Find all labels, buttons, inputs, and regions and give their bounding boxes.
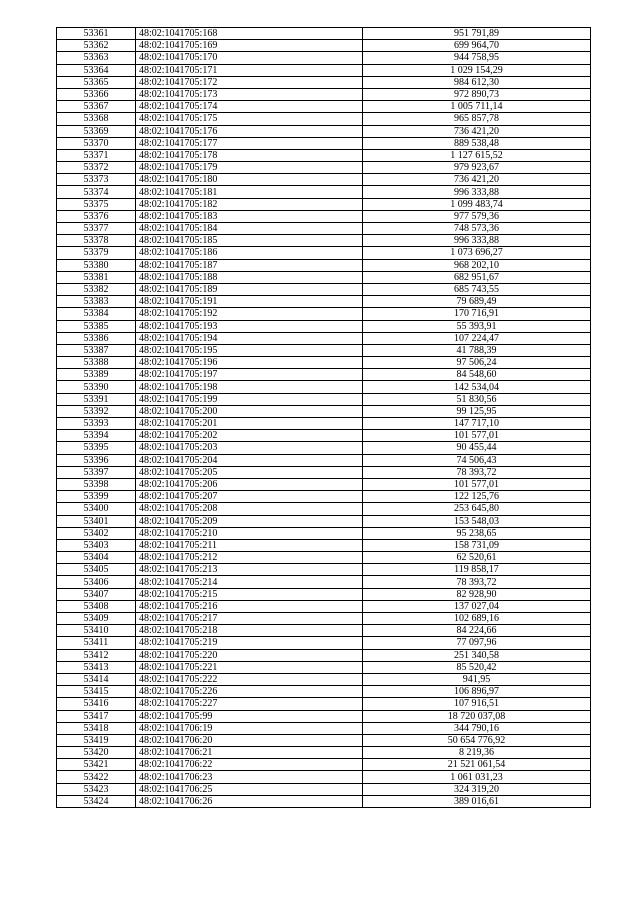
cadastral-value-cell: 1 127 615,52 — [363, 149, 591, 161]
cadastral-number-cell: 48:02:1041705:221 — [136, 661, 363, 673]
table-row — [57, 710, 591, 722]
cadastral-value-cell: 18 720 037,08 — [363, 710, 591, 722]
table-row — [57, 515, 591, 527]
table-row — [57, 454, 591, 466]
row-number-cell: 53382 — [57, 283, 136, 295]
table-row — [57, 649, 591, 661]
row-number-cell: 53381 — [57, 271, 136, 283]
table-row — [57, 223, 591, 235]
row-number-cell: 53414 — [57, 673, 136, 685]
row-number-cell: 53418 — [57, 722, 136, 734]
cadastral-value-cell: 78 393,72 — [363, 576, 591, 588]
cadastral-number-cell: 48:02:1041705:186 — [136, 247, 363, 259]
cadastral-number-cell: 48:02:1041706:19 — [136, 722, 363, 734]
table-row — [57, 369, 591, 381]
row-number-cell: 53393 — [57, 418, 136, 430]
row-number-cell: 53390 — [57, 381, 136, 393]
cadastral-value-cell: 889 538,48 — [363, 137, 591, 149]
table-row — [57, 125, 591, 137]
row-number-cell: 53376 — [57, 210, 136, 222]
cadastral-value-cell: 170 716,91 — [363, 308, 591, 320]
table-row — [57, 564, 591, 576]
cadastral-value-cell: 122 125,76 — [363, 491, 591, 503]
cadastral-number-cell: 48:02:1041705:206 — [136, 478, 363, 490]
cadastral-value-cell: 951 791,89 — [363, 28, 591, 40]
cadastral-number-cell: 48:02:1041705:177 — [136, 137, 363, 149]
cadastral-number-cell: 48:02:1041705:176 — [136, 125, 363, 137]
row-number-cell: 53422 — [57, 771, 136, 783]
table-body — [57, 28, 591, 808]
cadastral-value-cell: 977 579,36 — [363, 210, 591, 222]
cadastral-number-cell: 48:02:1041706:22 — [136, 759, 363, 771]
cadastral-number-cell: 48:02:1041705:191 — [136, 296, 363, 308]
table-row — [57, 722, 591, 734]
table-row — [57, 283, 591, 295]
cadastral-number-cell: 48:02:1041705:202 — [136, 430, 363, 442]
cadastral-number-cell: 48:02:1041705:183 — [136, 210, 363, 222]
row-number-cell: 53395 — [57, 442, 136, 454]
row-number-cell: 53416 — [57, 698, 136, 710]
cadastral-value-cell: 55 393,91 — [363, 320, 591, 332]
cadastral-number-cell: 48:02:1041705:213 — [136, 564, 363, 576]
cadastral-value-cell: 1 029 154,29 — [363, 64, 591, 76]
table-row — [57, 28, 591, 40]
cadastral-number-cell: 48:02:1041705:203 — [136, 442, 363, 454]
cadastral-value-table — [56, 27, 591, 808]
cadastral-number-cell: 48:02:1041705:214 — [136, 576, 363, 588]
row-number-cell: 53415 — [57, 686, 136, 698]
row-number-cell: 53403 — [57, 539, 136, 551]
cadastral-value-cell: 1 073 696,27 — [363, 247, 591, 259]
row-number-cell: 53412 — [57, 649, 136, 661]
cadastral-value-cell: 21 521 061,54 — [363, 759, 591, 771]
table-row — [57, 137, 591, 149]
table-row — [57, 576, 591, 588]
row-number-cell: 53363 — [57, 52, 136, 64]
cadastral-value-cell: 142 534,04 — [363, 381, 591, 393]
row-number-cell: 53383 — [57, 296, 136, 308]
row-number-cell: 53373 — [57, 174, 136, 186]
cadastral-number-cell: 48:02:1041705:172 — [136, 76, 363, 88]
table-row — [57, 759, 591, 771]
cadastral-value-cell: 158 731,09 — [363, 539, 591, 551]
cadastral-value-cell: 1 099 483,74 — [363, 198, 591, 210]
table-row — [57, 405, 591, 417]
cadastral-value-cell: 97 506,24 — [363, 357, 591, 369]
cadastral-number-cell: 48:02:1041705:207 — [136, 491, 363, 503]
table-row — [57, 466, 591, 478]
cadastral-number-cell: 48:02:1041705:211 — [136, 539, 363, 551]
row-number-cell: 53392 — [57, 405, 136, 417]
row-number-cell: 53365 — [57, 76, 136, 88]
cadastral-number-cell: 48:02:1041705:222 — [136, 673, 363, 685]
cadastral-number-cell: 48:02:1041705:196 — [136, 357, 363, 369]
cadastral-number-cell: 48:02:1041706:26 — [136, 795, 363, 807]
table-row — [57, 247, 591, 259]
cadastral-number-cell: 48:02:1041705:173 — [136, 88, 363, 100]
table-row — [57, 198, 591, 210]
cadastral-value-cell: 8 219,36 — [363, 747, 591, 759]
cadastral-number-cell: 48:02:1041705:194 — [136, 332, 363, 344]
row-number-cell: 53374 — [57, 186, 136, 198]
row-number-cell: 53391 — [57, 393, 136, 405]
cadastral-number-cell: 48:02:1041706:21 — [136, 747, 363, 759]
cadastral-value-cell: 90 455,44 — [363, 442, 591, 454]
table-row — [57, 527, 591, 539]
cadastral-value-cell: 78 393,72 — [363, 466, 591, 478]
table-row — [57, 673, 591, 685]
row-number-cell: 53388 — [57, 357, 136, 369]
cadastral-number-cell: 48:02:1041705:219 — [136, 637, 363, 649]
row-number-cell: 53389 — [57, 369, 136, 381]
cadastral-number-cell: 48:02:1041705:200 — [136, 405, 363, 417]
cadastral-value-cell: 79 689,49 — [363, 296, 591, 308]
cadastral-value-cell: 996 333,88 — [363, 235, 591, 247]
table-row — [57, 162, 591, 174]
cadastral-value-cell: 1 061 031,23 — [363, 771, 591, 783]
row-number-cell: 53406 — [57, 576, 136, 588]
cadastral-number-cell: 48:02:1041705:193 — [136, 320, 363, 332]
table-row — [57, 539, 591, 551]
cadastral-number-cell: 48:02:1041705:178 — [136, 149, 363, 161]
row-number-cell: 53402 — [57, 527, 136, 539]
cadastral-value-cell: 84 224,66 — [363, 625, 591, 637]
cadastral-number-cell: 48:02:1041705:220 — [136, 649, 363, 661]
cadastral-value-cell: 101 577,01 — [363, 430, 591, 442]
cadastral-number-cell: 48:02:1041705:175 — [136, 113, 363, 125]
cadastral-value-cell: 77 097,96 — [363, 637, 591, 649]
table-row — [57, 210, 591, 222]
table-row — [57, 478, 591, 490]
row-number-cell: 53385 — [57, 320, 136, 332]
cadastral-value-cell: 41 788,39 — [363, 344, 591, 356]
row-number-cell: 53369 — [57, 125, 136, 137]
row-number-cell: 53394 — [57, 430, 136, 442]
cadastral-number-cell: 48:02:1041705:201 — [136, 418, 363, 430]
table-row — [57, 661, 591, 673]
row-number-cell: 53401 — [57, 515, 136, 527]
row-number-cell: 53413 — [57, 661, 136, 673]
row-number-cell: 53397 — [57, 466, 136, 478]
cadastral-value-cell: 153 548,03 — [363, 515, 591, 527]
table-row — [57, 320, 591, 332]
table-row — [57, 430, 591, 442]
cadastral-number-cell: 48:02:1041705:99 — [136, 710, 363, 722]
cadastral-value-cell: 389 016,61 — [363, 795, 591, 807]
cadastral-value-cell: 106 896,97 — [363, 686, 591, 698]
row-number-cell: 53409 — [57, 613, 136, 625]
table-row — [57, 393, 591, 405]
table-row — [57, 771, 591, 783]
row-number-cell: 53407 — [57, 588, 136, 600]
table-row — [57, 795, 591, 807]
row-number-cell: 53386 — [57, 332, 136, 344]
table-row — [57, 637, 591, 649]
cadastral-value-cell: 101 577,01 — [363, 478, 591, 490]
table-row — [57, 259, 591, 271]
cadastral-value-cell: 941,95 — [363, 673, 591, 685]
row-number-cell: 53404 — [57, 552, 136, 564]
table-row — [57, 271, 591, 283]
row-number-cell: 53421 — [57, 759, 136, 771]
row-number-cell: 53398 — [57, 478, 136, 490]
table-row — [57, 600, 591, 612]
table-row — [57, 186, 591, 198]
cadastral-value-cell: 99 125,95 — [363, 405, 591, 417]
cadastral-value-cell: 50 654 776,92 — [363, 734, 591, 746]
cadastral-number-cell: 48:02:1041705:218 — [136, 625, 363, 637]
row-number-cell: 53377 — [57, 223, 136, 235]
cadastral-value-cell: 968 202,10 — [363, 259, 591, 271]
cadastral-value-cell: 107 916,51 — [363, 698, 591, 710]
table-row — [57, 76, 591, 88]
cadastral-number-cell: 48:02:1041705:215 — [136, 588, 363, 600]
cadastral-number-cell: 48:02:1041706:25 — [136, 783, 363, 795]
table-row — [57, 783, 591, 795]
cadastral-value-cell: 62 520,61 — [363, 552, 591, 564]
table-row — [57, 491, 591, 503]
cadastral-number-cell: 48:02:1041705:210 — [136, 527, 363, 539]
table-row — [57, 613, 591, 625]
row-number-cell: 53362 — [57, 40, 136, 52]
cadastral-number-cell: 48:02:1041705:212 — [136, 552, 363, 564]
table-row — [57, 625, 591, 637]
row-number-cell: 53372 — [57, 162, 136, 174]
table-row — [57, 235, 591, 247]
cadastral-value-cell: 344 790,16 — [363, 722, 591, 734]
cadastral-number-cell: 48:02:1041706:20 — [136, 734, 363, 746]
row-number-cell: 53366 — [57, 88, 136, 100]
row-number-cell: 53423 — [57, 783, 136, 795]
cadastral-number-cell: 48:02:1041705:169 — [136, 40, 363, 52]
cadastral-value-cell: 119 858,17 — [363, 564, 591, 576]
cadastral-value-cell: 685 743,55 — [363, 283, 591, 295]
cadastral-value-cell: 137 027,04 — [363, 600, 591, 612]
row-number-cell: 53400 — [57, 503, 136, 515]
row-number-cell: 53375 — [57, 198, 136, 210]
table-row — [57, 442, 591, 454]
row-number-cell: 53419 — [57, 734, 136, 746]
cadastral-value-cell: 107 224,47 — [363, 332, 591, 344]
cadastral-number-cell: 48:02:1041705:189 — [136, 283, 363, 295]
table-row — [57, 149, 591, 161]
cadastral-number-cell: 48:02:1041705:216 — [136, 600, 363, 612]
table-row — [57, 357, 591, 369]
table-row — [57, 40, 591, 52]
cadastral-value-cell: 251 340,58 — [363, 649, 591, 661]
row-number-cell: 53367 — [57, 101, 136, 113]
cadastral-value-cell: 95 238,65 — [363, 527, 591, 539]
cadastral-number-cell: 48:02:1041705:174 — [136, 101, 363, 113]
row-number-cell: 53410 — [57, 625, 136, 637]
cadastral-number-cell: 48:02:1041705:204 — [136, 454, 363, 466]
table-row — [57, 698, 591, 710]
cadastral-number-cell: 48:02:1041705:171 — [136, 64, 363, 76]
cadastral-value-cell: 74 506,43 — [363, 454, 591, 466]
cadastral-number-cell: 48:02:1041705:182 — [136, 198, 363, 210]
cadastral-number-cell: 48:02:1041705:184 — [136, 223, 363, 235]
row-number-cell: 53370 — [57, 137, 136, 149]
cadastral-value-cell: 1 005 711,14 — [363, 101, 591, 113]
cadastral-value-cell: 85 520,42 — [363, 661, 591, 673]
cadastral-number-cell: 48:02:1041706:23 — [136, 771, 363, 783]
table-row — [57, 308, 591, 320]
row-number-cell: 53368 — [57, 113, 136, 125]
row-number-cell: 53424 — [57, 795, 136, 807]
cadastral-number-cell: 48:02:1041705:192 — [136, 308, 363, 320]
cadastral-number-cell: 48:02:1041705:205 — [136, 466, 363, 478]
cadastral-value-cell: 979 923,67 — [363, 162, 591, 174]
row-number-cell: 53378 — [57, 235, 136, 247]
cadastral-number-cell: 48:02:1041705:187 — [136, 259, 363, 271]
cadastral-number-cell: 48:02:1041705:198 — [136, 381, 363, 393]
row-number-cell: 53387 — [57, 344, 136, 356]
table-row — [57, 418, 591, 430]
cadastral-number-cell: 48:02:1041705:181 — [136, 186, 363, 198]
cadastral-value-cell: 984 612,30 — [363, 76, 591, 88]
cadastral-number-cell: 48:02:1041705:170 — [136, 52, 363, 64]
table-row — [57, 381, 591, 393]
cadastral-value-cell: 699 964,70 — [363, 40, 591, 52]
cadastral-number-cell: 48:02:1041705:227 — [136, 698, 363, 710]
cadastral-number-cell: 48:02:1041705:217 — [136, 613, 363, 625]
cadastral-value-cell: 147 717,10 — [363, 418, 591, 430]
table-row — [57, 588, 591, 600]
cadastral-number-cell: 48:02:1041705:185 — [136, 235, 363, 247]
cadastral-value-cell: 253 645,80 — [363, 503, 591, 515]
cadastral-number-cell: 48:02:1041705:180 — [136, 174, 363, 186]
cadastral-value-cell: 965 857,78 — [363, 113, 591, 125]
row-number-cell: 53399 — [57, 491, 136, 503]
table-row — [57, 686, 591, 698]
row-number-cell: 53380 — [57, 259, 136, 271]
table-row — [57, 552, 591, 564]
cadastral-number-cell: 48:02:1041705:209 — [136, 515, 363, 527]
cadastral-number-cell: 48:02:1041705:179 — [136, 162, 363, 174]
cadastral-number-cell: 48:02:1041705:168 — [136, 28, 363, 40]
table-row — [57, 88, 591, 100]
cadastral-number-cell: 48:02:1041705:226 — [136, 686, 363, 698]
row-number-cell: 53384 — [57, 308, 136, 320]
table-row — [57, 503, 591, 515]
cadastral-value-cell: 682 951,67 — [363, 271, 591, 283]
table-row — [57, 113, 591, 125]
table-row — [57, 734, 591, 746]
cadastral-value-cell: 996 333,88 — [363, 186, 591, 198]
table-row — [57, 332, 591, 344]
cadastral-value-cell: 736 421,20 — [363, 174, 591, 186]
cadastral-value-cell: 944 758,95 — [363, 52, 591, 64]
row-number-cell: 53405 — [57, 564, 136, 576]
row-number-cell: 53364 — [57, 64, 136, 76]
cadastral-value-cell: 748 573,36 — [363, 223, 591, 235]
table-row — [57, 296, 591, 308]
row-number-cell: 53408 — [57, 600, 136, 612]
cadastral-value-cell: 51 830,56 — [363, 393, 591, 405]
table-row — [57, 64, 591, 76]
row-number-cell: 53379 — [57, 247, 136, 259]
cadastral-value-cell: 102 689,16 — [363, 613, 591, 625]
cadastral-value-cell: 82 928,90 — [363, 588, 591, 600]
cadastral-value-cell: 84 548,60 — [363, 369, 591, 381]
table-row — [57, 174, 591, 186]
row-number-cell: 53396 — [57, 454, 136, 466]
cadastral-number-cell: 48:02:1041705:195 — [136, 344, 363, 356]
cadastral-number-cell: 48:02:1041705:199 — [136, 393, 363, 405]
cadastral-value-cell: 972 890,73 — [363, 88, 591, 100]
row-number-cell: 53411 — [57, 637, 136, 649]
table-row — [57, 344, 591, 356]
cadastral-number-cell: 48:02:1041705:197 — [136, 369, 363, 381]
row-number-cell: 53361 — [57, 28, 136, 40]
table-row — [57, 101, 591, 113]
table-row — [57, 747, 591, 759]
row-number-cell: 53420 — [57, 747, 136, 759]
table-row — [57, 52, 591, 64]
cadastral-number-cell: 48:02:1041705:208 — [136, 503, 363, 515]
cadastral-value-cell: 324 319,20 — [363, 783, 591, 795]
row-number-cell: 53371 — [57, 149, 136, 161]
cadastral-number-cell: 48:02:1041705:188 — [136, 271, 363, 283]
row-number-cell: 53417 — [57, 710, 136, 722]
cadastral-value-cell: 736 421,20 — [363, 125, 591, 137]
